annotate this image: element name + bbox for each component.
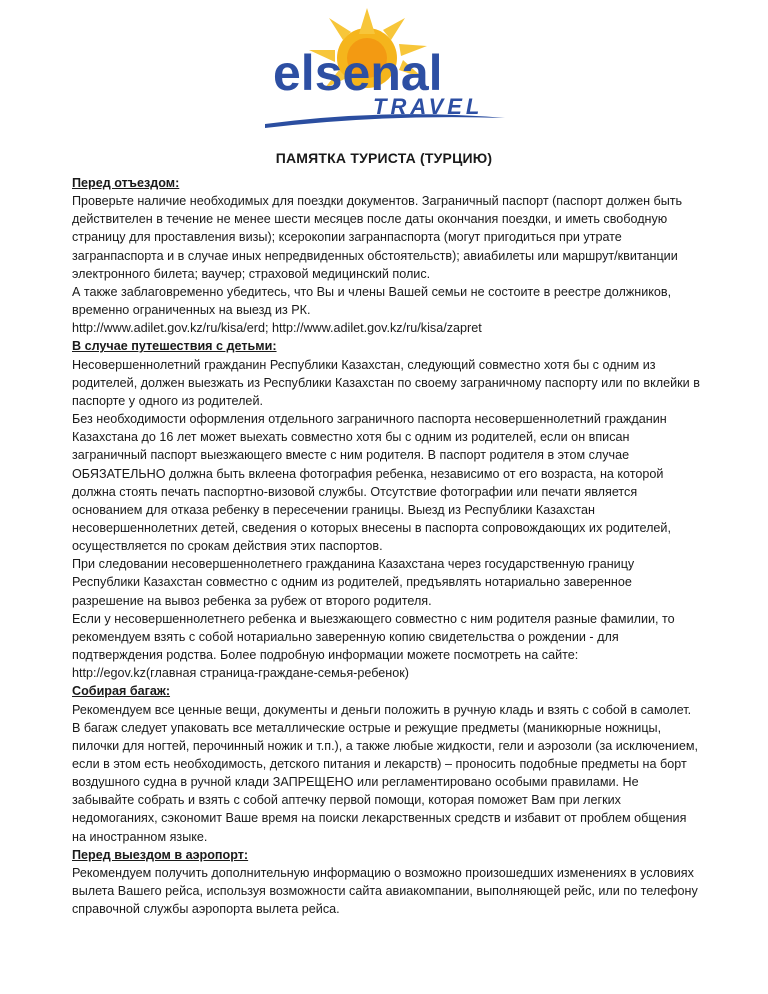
section-heading-luggage: Собирая багаж: (72, 684, 171, 699)
logo-brand: elsenal (273, 45, 443, 101)
logo-graphic (255, 6, 515, 136)
egov-link[interactable]: http://egov.kz(главная страница-граждане-семья-ребенок) (72, 666, 409, 681)
paragraph: Если у несовершеннолетнего ребенка и выезжающего совместно с ним родителя разные фамилии, то рекомендуем взять с собой нотариально заверенную копию свидетельства о рождении - для подтверждения родства. Более подробную информации можете посмотреть на сайте: (72, 611, 675, 663)
section-heading-children: В случае путешествия с детьми: (72, 339, 277, 354)
paragraph: Рекомендуем все ценные вещи, документы и деньги положить в ручную кладь и взять с собой в самолет. В багаж следует упаковать все металлические острые и режущие предметы (маникюрные ножницы, пилочки для ногтей, перочинный ножик и т.п.), а также любые жидкости, гели и аэрозоли (за исключением, если в этом есть необходимость, детского питания и лекарств) – проносить подобные предметы на борт воздушного судна в ручной клади ЗАПРЕЩЕНО или регламентировано особыми правилами. Не забывайте собрать и взять с собой аптечку первой помощи, которая поможет Вам при легких недомоганиях, сэкономит Ваше время на поиски лекарственных средств и избавит от проблем общения на иностранном языке. (72, 702, 698, 844)
document-body (72, 174, 702, 918)
section-heading-airport: Перед выездом в аэропорт: (72, 847, 249, 862)
paragraph: Рекомендуем получить дополнительную информацию о возможно произошедших изменениях в условиях вылета Вашего рейса, используя возможности сайта авиакомпании, выполняющей рейс, или по телефону справочной службы аэропорта вылета рейса. (72, 865, 698, 917)
page-title: ПАМЯТКА ТУРИСТА (ТУРЦИЮ) (275, 150, 493, 166)
paragraph: Без необходимости оформления отдельного заграничного паспорта несовершеннолетний гражданин Казахстана до 16 лет может выехать совместно хотя бы с одним из родителей, если он вписан заграничный паспорт выезжающего вместе с ним родителя. В паспорт родителя в этом случае ОБЯЗАТЕЛЬНО должна быть вклеена фотография ребенка, независимо от его возраста, на которой должна стоять печать паспортно-визовой службы. Отсутствие фотографии или печати является основанием для отказа ребенку в пересечении границы. Выезд из Республики Казахстан несовершеннолетних детей, сведения о которых внесены в паспорта сопровождающих их родителей, осуществляется по срокам действия этих паспортов. (72, 412, 671, 554)
paragraph: А также заблаговременно убедитесь, что Вы и члены Вашей семьи не состоите в реестре должников, временно ограниченных на выезд из РК. (72, 284, 672, 318)
registry-links[interactable]: http://www.adilet.gov.kz/ru/kisa/erd; http://www.adilet.gov.kz/ru/kisa/zapret (72, 321, 482, 336)
section-heading-before-departure: Перед отъездом: (72, 176, 180, 190)
paragraph: Проверьте наличие необходимых для поездки документов. Заграничный паспорт (паспорт должен быть действителен в течение не менее шести месяцев после даты окончания поездки, и иметь свободную страницу для проставления визы); ксерокопии загранпаспорта (могут пригодиться при утрате загранпаспорта и в случае иных непредвиденных обстоятельств); авиабилеты или маршрут/квитанции электронного билета; ваучер; страховой медицинский полис. (72, 194, 683, 281)
logo-sub: TRAVEL (373, 94, 484, 119)
elsenal-travel-logo (255, 6, 515, 136)
paragraph: Несовершеннолетний гражданин Республики Казахстан, следующий совместно хотя бы с одним из родителей, должен выезжать из Республики Казахстан по своему заграничному паспорту или по вклейки в паспорте у одного из родителей. (72, 357, 700, 408)
paragraph: При следовании несовершеннолетнего гражданина Казахстана через государственную границу Республики Казахстан совместно с одним из родителей, предъявлять нотариально заверенное разрешение на вывоз ребенка за рубеж от второго родителя. (72, 557, 635, 608)
